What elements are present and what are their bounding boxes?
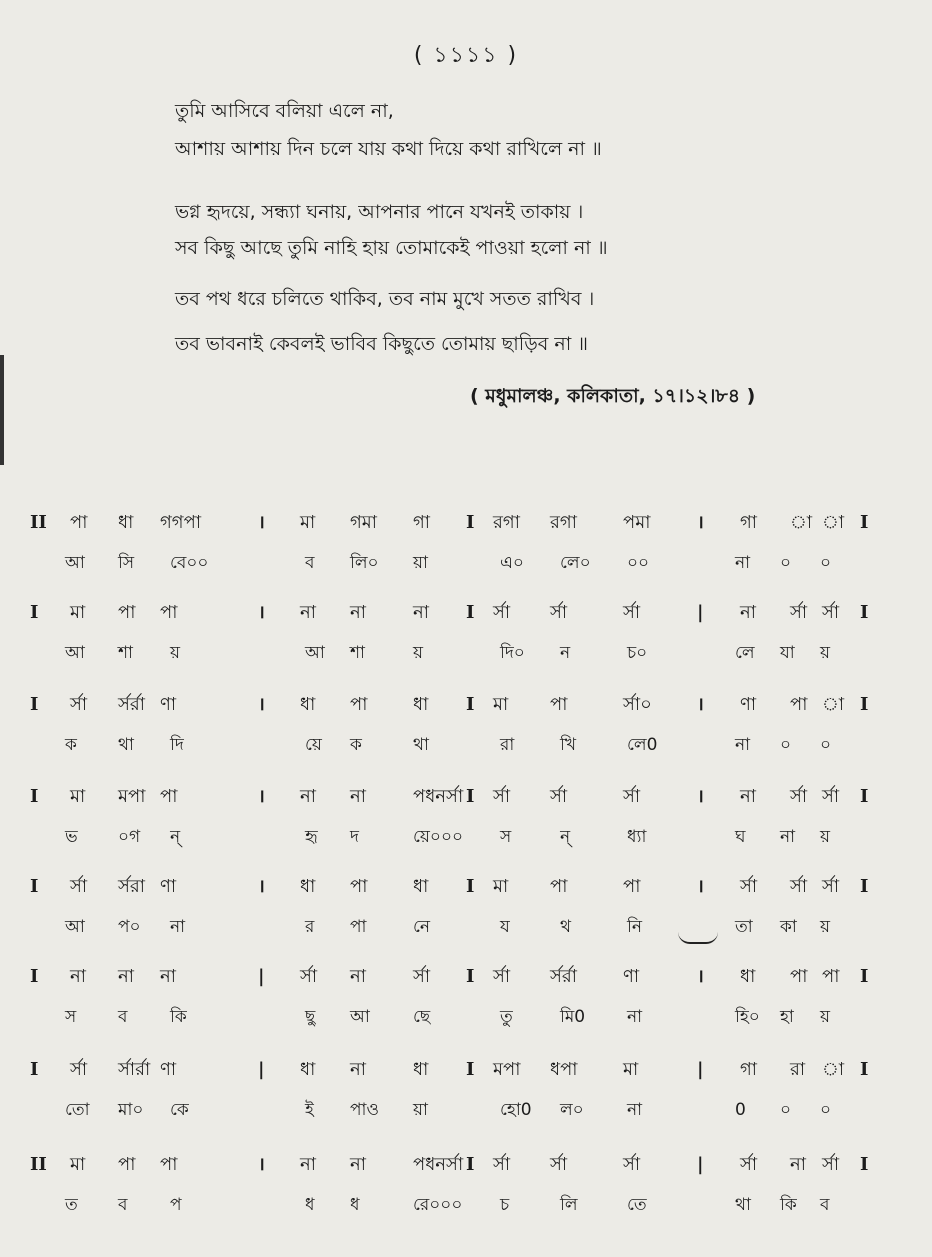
lyric-syllable: শা (118, 643, 133, 663)
lyric-line-4: সব কিছু আছে তুমি নাহি হায় তোমাকেই পাওয়া হলো না ॥ (175, 237, 608, 259)
swara-note: র্সা০ (623, 694, 652, 715)
swara-note: গা (740, 512, 758, 533)
bar-line: । (258, 512, 265, 533)
swara-note: ধা (300, 876, 316, 897)
lyric-syllable: লে0 (627, 735, 658, 755)
bar-line: | (258, 1059, 265, 1080)
lyric-syllable: য (500, 917, 510, 937)
lyric-syllable: ছু (305, 1007, 316, 1027)
lyric-line-5: তব পথ ধরে চলিতে থাকিব, তব নাম মুখে সতত রাখিব । (175, 288, 595, 310)
lyric-syllable: ব (305, 553, 315, 573)
lyric-syllable: যা (780, 643, 795, 663)
bar-line: I (860, 512, 869, 533)
swara-note: র্সা (623, 602, 641, 623)
lyric-syllable: হৃ (305, 827, 318, 847)
lyric-syllable: য় (413, 643, 424, 663)
swara-note: র্সা (493, 602, 511, 623)
swara-note: পা (118, 1154, 136, 1175)
swara-note: র্সা (70, 694, 88, 715)
citation: ( মধুমালঞ্চ, কলিকাতা, ১৭।১২।৮৪ ) (470, 385, 756, 407)
lyric-syllable: ধ (350, 1195, 360, 1215)
lyric-syllable: ০ (820, 553, 832, 573)
swara-note: রগা (493, 512, 520, 533)
swara-note: মা (493, 694, 509, 715)
bar-line: I (30, 786, 39, 807)
swara-row (0, 598, 932, 628)
swara-note: না (70, 966, 86, 987)
swara-note: মা (70, 786, 86, 807)
bar-line: I (860, 602, 869, 623)
swara-note: র্সর্রা (550, 966, 578, 987)
lyric-syllable: ভ (65, 827, 78, 847)
lyric-syllable: কি (780, 1195, 797, 1215)
lyric-syllable: ক (65, 735, 77, 755)
swara-note: পা (623, 876, 641, 897)
swara-note: র্সর্রা (118, 694, 146, 715)
lyric-syllable: রা (500, 735, 515, 755)
margin-mark (0, 355, 4, 465)
swara-note: পা (790, 694, 808, 715)
lyric-syllable: হি০ (735, 1007, 760, 1027)
swara-note: মপা (118, 786, 146, 807)
swara-row (0, 508, 932, 538)
bar-line: I (860, 1059, 869, 1080)
swara-note: রগা (550, 512, 577, 533)
swara-note: র্সা (550, 602, 568, 623)
lyric-syllable: য় (820, 643, 831, 663)
swara-note: ধা (300, 1059, 316, 1080)
lyric-syllable-row (0, 912, 932, 942)
swara-note: পা (160, 602, 178, 623)
lyric-syllable: র (305, 917, 315, 937)
lyric-syllable: আ (305, 643, 325, 663)
swara-note: র্সা (740, 876, 758, 897)
lyric-syllable-row (0, 822, 932, 852)
bar-line: | (697, 1059, 704, 1080)
bar-line: | (697, 1154, 704, 1175)
swara-note: ধা (740, 966, 756, 987)
swara-row (0, 1150, 932, 1180)
swara-note: পা (350, 876, 368, 897)
swara-note: ধপা (550, 1059, 578, 1080)
lyric-line-2: আশায় আশায় দিন চলে যায় কথা দিয়ে কথা রাখিলে না ॥ (175, 138, 602, 160)
lyric-syllable: তো (65, 1100, 90, 1120)
lyric-syllable: থা (118, 735, 134, 755)
lyric-syllable: ০ (780, 735, 792, 755)
lyric-syllable: থা (413, 735, 429, 755)
swara-note: ধা (413, 1059, 429, 1080)
swara-note: র্সা (790, 876, 808, 897)
swara-note: পা (160, 786, 178, 807)
lyric-syllable: ন (560, 643, 571, 663)
bar-line: I (860, 786, 869, 807)
lyric-syllable: দি (170, 735, 184, 755)
swara-note: মা (623, 1059, 639, 1080)
lyric-syllable: মি0 (560, 1007, 586, 1027)
lyric-syllable: কি (170, 1007, 187, 1027)
bar-line: I (466, 966, 475, 987)
swara-note: র্সা (790, 786, 808, 807)
swara-note: ধা (413, 876, 429, 897)
lyric-syllable: শা (350, 643, 365, 663)
lyric-syllable: ০গ (118, 827, 141, 847)
bar-line: । (258, 602, 265, 623)
bar-line: I (860, 966, 869, 987)
lyric-syllable: পা (350, 917, 367, 937)
lyric-syllable: ধ্যা (627, 827, 647, 847)
lyric-syllable: না (735, 553, 751, 573)
swara-note: া (822, 512, 845, 533)
lyric-syllable: য় (820, 917, 831, 937)
swara-note: পা (350, 694, 368, 715)
bar-line: I (30, 1059, 39, 1080)
lyric-syllable: ব (820, 1195, 830, 1215)
swara-note: র্সা (740, 1154, 758, 1175)
lyric-syllable: দি০ (500, 643, 525, 663)
swara-note: না (413, 602, 429, 623)
bar-line: I (466, 1059, 475, 1080)
swara-note: ণা (160, 876, 177, 897)
swara-note: না (300, 1154, 316, 1175)
swara-note: না (350, 786, 366, 807)
bar-line: I (860, 694, 869, 715)
swara-note: পা (160, 1154, 178, 1175)
swara-note: না (300, 786, 316, 807)
lyric-syllable: তা (735, 917, 753, 937)
lyric-syllable: য়া (413, 553, 428, 573)
swara-note: র্সা (822, 786, 840, 807)
lyric-line-1: তুমি আসিবে বলিয়া এলে না, (175, 100, 394, 122)
bar-line: । (697, 786, 704, 807)
lyric-syllable: ত (65, 1195, 78, 1215)
swara-note: না (740, 602, 756, 623)
swara-note: গা (413, 512, 431, 533)
lyric-syllable: হা (780, 1007, 794, 1027)
lyric-syllable: কা (780, 917, 797, 937)
bar-line: I (466, 786, 475, 807)
swara-note: র্সা (70, 876, 88, 897)
swara-note: না (350, 602, 366, 623)
lyric-syllable: য় (170, 643, 181, 663)
swara-note: ণা (740, 694, 757, 715)
lyric-syllable: লে০ (560, 553, 591, 573)
lyric-syllable: ল০ (560, 1100, 584, 1120)
swara-note: র্সা (493, 966, 511, 987)
lyric-syllable-row (0, 1095, 932, 1125)
bar-line: I (466, 876, 475, 897)
lyric-syllable: থা (735, 1195, 751, 1215)
bar-line: I (860, 876, 869, 897)
lyric-syllable: এ০ (500, 553, 524, 573)
lyric-syllable: চ০ (627, 643, 648, 663)
lyric-syllable-row (0, 548, 932, 578)
lyric-syllable-row (0, 1190, 932, 1220)
lyric-syllable: কে (170, 1100, 189, 1120)
lyric-syllable: ছে (413, 1007, 431, 1027)
lyric-syllable: স (500, 827, 512, 847)
lyric-syllable: ক (350, 735, 362, 755)
swara-note: র্সা (822, 876, 840, 897)
bar-line: I (466, 1154, 475, 1175)
lyric-syllable: 0 (735, 1100, 746, 1120)
swara-note: মা (300, 512, 316, 533)
lyric-syllable: তে (627, 1195, 647, 1215)
bar-line: I (30, 876, 39, 897)
swara-row (0, 872, 932, 902)
bar-line: I (30, 966, 39, 987)
lyric-line-3: ভগ্ন হৃদয়ে, সন্ধ্যা ঘনায়, আপনার পানে যখনই তাকায় । (175, 201, 584, 223)
bar-line: । (258, 876, 265, 897)
swara-note: া (822, 1059, 845, 1080)
swara-note: না (300, 602, 316, 623)
swara-note: া (790, 512, 813, 533)
lyric-syllable: পাও (350, 1100, 379, 1120)
lyric-syllable: সি (118, 553, 135, 573)
swara-note: র্সা (790, 602, 808, 623)
lyric-syllable: প০ (118, 917, 141, 937)
swara-note: মা (493, 876, 509, 897)
lyric-syllable-row (0, 730, 932, 760)
bar-line: । (258, 1154, 265, 1175)
lyric-syllable: ধ (305, 1195, 315, 1215)
swara-note: পধনর্সা (413, 1154, 464, 1175)
swara-note: র্সা (623, 1154, 641, 1175)
lyric-syllable: না (780, 827, 796, 847)
lyric-syllable: ০ (820, 1100, 832, 1120)
swara-note: গগপা (160, 512, 202, 533)
lyric-syllable: না (627, 1100, 643, 1120)
lyric-syllable: ঘ (735, 827, 746, 847)
lyric-syllable: দ (350, 827, 359, 847)
swara-note: মা (70, 1154, 86, 1175)
swara-note: র্সা (822, 1154, 840, 1175)
swara-note: র্সার্রা (118, 1059, 151, 1080)
bar-line: I (466, 602, 475, 623)
swara-note: গা (740, 1059, 758, 1080)
swara-row (0, 690, 932, 720)
lyric-syllable: য়ে০০০ (413, 827, 464, 847)
bar-line: । (697, 966, 704, 987)
lyric-syllable: আ (350, 1007, 370, 1027)
swara-note: না (740, 786, 756, 807)
swara-note: ধা (413, 694, 429, 715)
lyric-syllable: লি (560, 1195, 578, 1215)
swara-note: র্সা (70, 1059, 88, 1080)
swara-note: না (350, 1059, 366, 1080)
swara-note: র্সা (493, 786, 511, 807)
lyric-syllable-row (0, 1002, 932, 1032)
swara-note: পা (822, 966, 840, 987)
swara-note: না (160, 966, 176, 987)
swara-note: গমা (350, 512, 378, 533)
swara-note: রা (790, 1059, 806, 1080)
lyric-syllable: ব (118, 1007, 128, 1027)
swara-note: মা (70, 602, 86, 623)
swara-note: পা (550, 876, 568, 897)
swara-row (0, 1055, 932, 1085)
lyric-syllable: না (735, 735, 751, 755)
lyric-syllable: ন্ (170, 827, 181, 847)
swara-note: না (790, 1154, 806, 1175)
swara-note: না (350, 966, 366, 987)
lyric-syllable: মা০ (118, 1100, 144, 1120)
lyric-syllable: নে (413, 917, 431, 937)
lyric-syllable: প (170, 1195, 182, 1215)
swara-row (0, 962, 932, 992)
swara-note: ধা (118, 512, 134, 533)
underline-mark (678, 932, 718, 944)
swara-note: র্সা (822, 602, 840, 623)
lyric-syllable: ০০ (627, 553, 650, 573)
bar-line: I (30, 602, 39, 623)
swara-note: পা (118, 602, 136, 623)
lyric-syllable: ন্ (560, 827, 571, 847)
bar-line: II (30, 1154, 47, 1175)
bar-line: I (30, 694, 39, 715)
swara-note: র্সরা (118, 876, 146, 897)
swara-note: পা (550, 694, 568, 715)
swara-note: র্সা (623, 786, 641, 807)
lyric-syllable: লে (735, 643, 755, 663)
lyric-line-6: তব ভাবনাই কেবলই ভাবিব কিছুতে তোমায় ছাড়িব না ॥ (175, 333, 589, 355)
swara-note: র্সা (413, 966, 431, 987)
swara-row (0, 782, 932, 812)
lyric-syllable: নি (627, 917, 643, 937)
bar-line: II (30, 512, 47, 533)
bar-line: I (860, 1154, 869, 1175)
lyric-syllable: য়ে (305, 735, 322, 755)
swara-note: না (118, 966, 134, 987)
bar-line: । (697, 512, 704, 533)
page-number: ( ১১১১ ) (413, 43, 519, 68)
swara-note: র্সা (493, 1154, 511, 1175)
lyric-syllable: য় (820, 1007, 831, 1027)
lyric-syllable: আ (65, 643, 85, 663)
lyric-syllable: আ (65, 917, 85, 937)
lyric-syllable: ০ (780, 1100, 792, 1120)
lyric-syllable: স (65, 1007, 77, 1027)
swara-note: পমা (623, 512, 651, 533)
swara-note: পা (790, 966, 808, 987)
lyric-syllable: ০ (780, 553, 792, 573)
bar-line: | (258, 966, 265, 987)
bar-line: । (697, 876, 704, 897)
lyric-syllable: তু (500, 1007, 513, 1027)
lyric-syllable-row (0, 638, 932, 668)
swara-note: র্সা (300, 966, 318, 987)
lyric-syllable: থ (560, 917, 572, 937)
lyric-syllable: বে০০ (170, 553, 209, 573)
bar-line: | (697, 602, 704, 623)
swara-note: ণা (160, 1059, 177, 1080)
swara-note: া (822, 694, 845, 715)
bar-line: । (697, 694, 704, 715)
lyric-syllable: য়া (413, 1100, 428, 1120)
bar-line: । (258, 694, 265, 715)
swara-note: না (350, 1154, 366, 1175)
swara-note: ধা (300, 694, 316, 715)
lyric-syllable: ব (118, 1195, 128, 1215)
lyric-syllable: লি০ (350, 553, 379, 573)
bar-line: I (466, 694, 475, 715)
lyric-syllable: খি (560, 735, 577, 755)
swara-note: ণা (160, 694, 177, 715)
bar-line: । (258, 786, 265, 807)
bar-line: I (466, 512, 475, 533)
lyric-syllable: হো0 (500, 1100, 532, 1120)
swara-note: পধনর্সা (413, 786, 464, 807)
lyric-syllable: না (170, 917, 186, 937)
lyric-syllable: য় (820, 827, 831, 847)
lyric-syllable: আ (65, 553, 85, 573)
lyric-syllable: ০ (820, 735, 832, 755)
lyric-syllable: চ (500, 1195, 510, 1215)
lyric-syllable: রে০০০ (413, 1195, 463, 1215)
lyric-syllable: ই (305, 1100, 314, 1120)
swara-note: ণা (623, 966, 640, 987)
swara-note: র্সা (550, 786, 568, 807)
swara-note: র্সা (550, 1154, 568, 1175)
lyric-syllable: না (627, 1007, 643, 1027)
swara-note: পা (70, 512, 88, 533)
swara-note: মপা (493, 1059, 521, 1080)
